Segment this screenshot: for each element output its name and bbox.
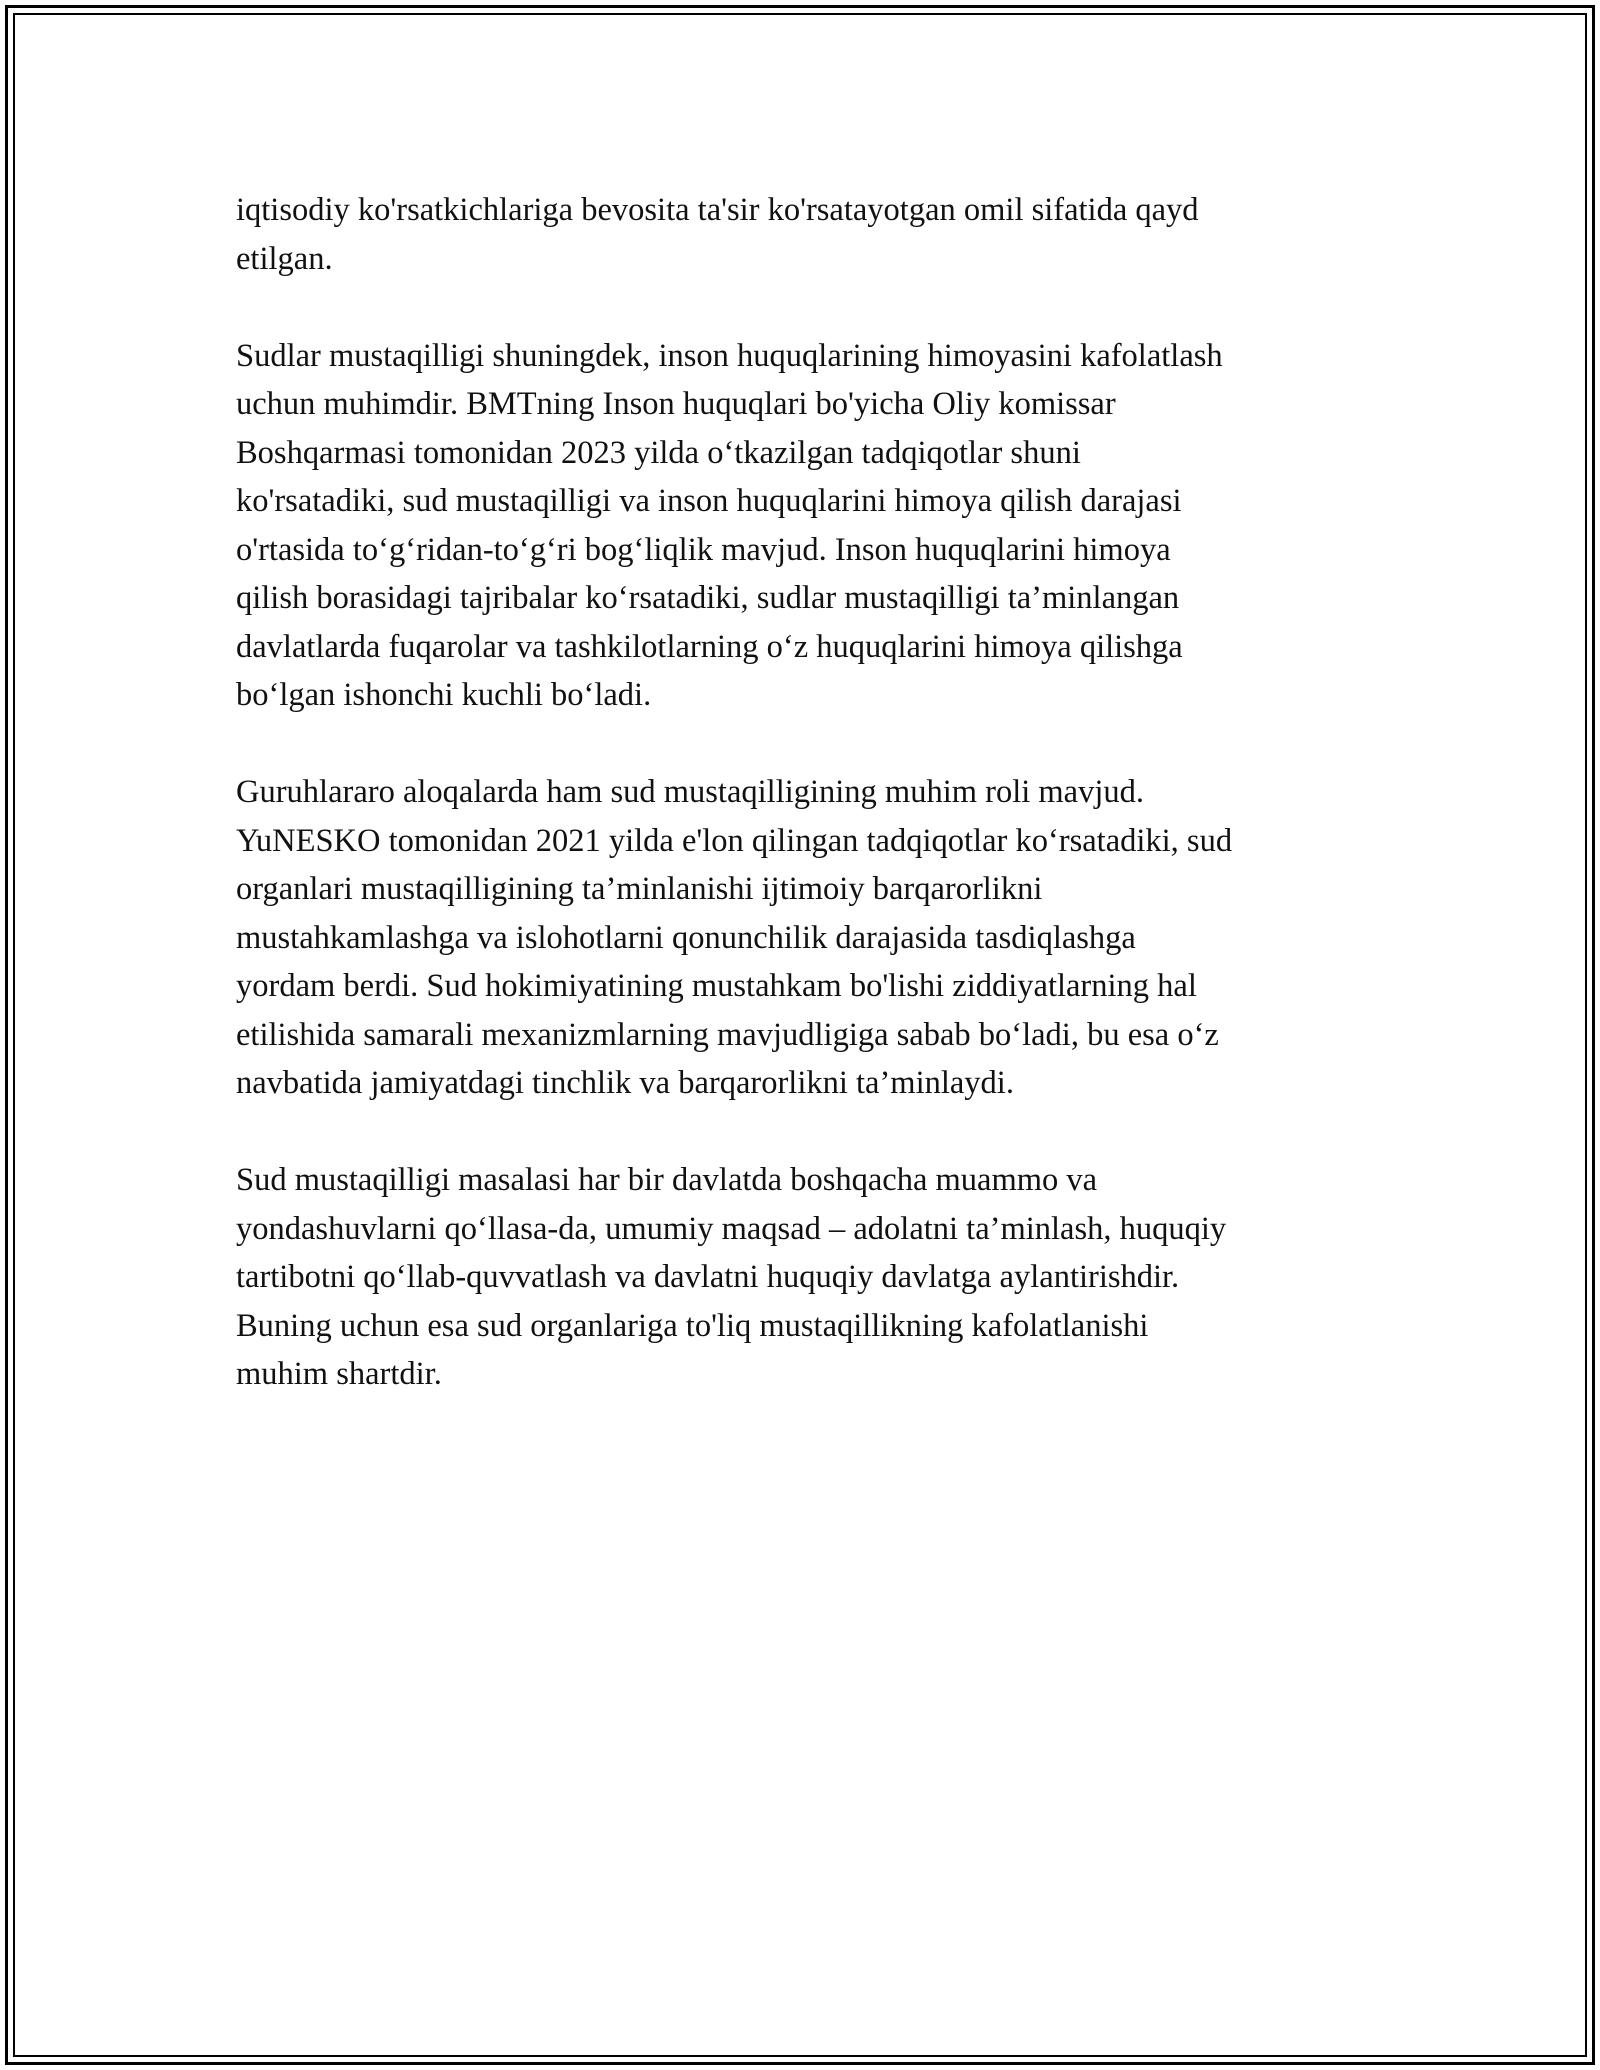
paragraph-economic-indicators: iqtisodiy ko'rsatkichlariga bevosita ta'sir ko'rsatayotgan omil sifatida qayd etilgan. bbox=[236, 192, 1199, 277]
document-body bbox=[236, 186, 1376, 1447]
paragraph-human-rights: Sudlar mustaqilligi shuningdek, inson huquqlarining himoyasini kafolatlash uchun muhimdir. BMTning Inson huquqlari bo'yicha Oliy komissar Boshqarmasi tomonidan 2023 yilda o‘tkazilgan tadqiqotlar shuni ko'rsatadiki, sud mustaqilligi va inson huquqlarini himoya qilish darajasi o'rtasida to‘g‘ridan-to‘g‘ri bog‘liqlik mavjud. Inson huquqlarini himoya qilish borasidagi tajribalar ko‘rsatadiki, sudlar mustaqilligi ta’minlangan davlatlarda fuqarolar va tashkilotlarning o‘z huquqlarini himoya qilishga bo‘lgan ishonchi kuchli bo‘ladi. bbox=[236, 337, 1223, 713]
paragraph-conclusion: Sud mustaqilligi masalasi har bir davlatda boshqacha muammo va yondashuvlarni qo‘llasa-da, umumiy maqsad – adolatni ta’minlash, huquqiy tartibotni qo‘llab-quvvatlash va davlatni huquqiy davlatga aylantirishdir. Buning uchun esa sud organlariga to'liq mustaqillikning kafolatlanishi muhim shartdir. bbox=[236, 1162, 1227, 1392]
paragraph-intergroup-relations: Guruhlararo aloqalarda ham sud mustaqilligining muhim roli mavjud. YuNESKO tomonidan 2021 yilda e'lon qilingan tadqiqotlar ko‘rsatadiki, sud organlari mustaqilligining ta’minlanishi ijtimoiy barqarorlikni mustahkamlashga va islohotlarni qonunchilik darajasida tasdiqlashga yordam berdi. Sud hokimiyatining mustahkam bo'lishi ziddiyatlarning hal etilishida samarali mexanizmlarning mavjudligiga sabab bo‘ladi, bu esa o‘z navbatida jamiyatdagi tinchlik va barqarorlikni ta’minlaydi. bbox=[236, 774, 1233, 1101]
